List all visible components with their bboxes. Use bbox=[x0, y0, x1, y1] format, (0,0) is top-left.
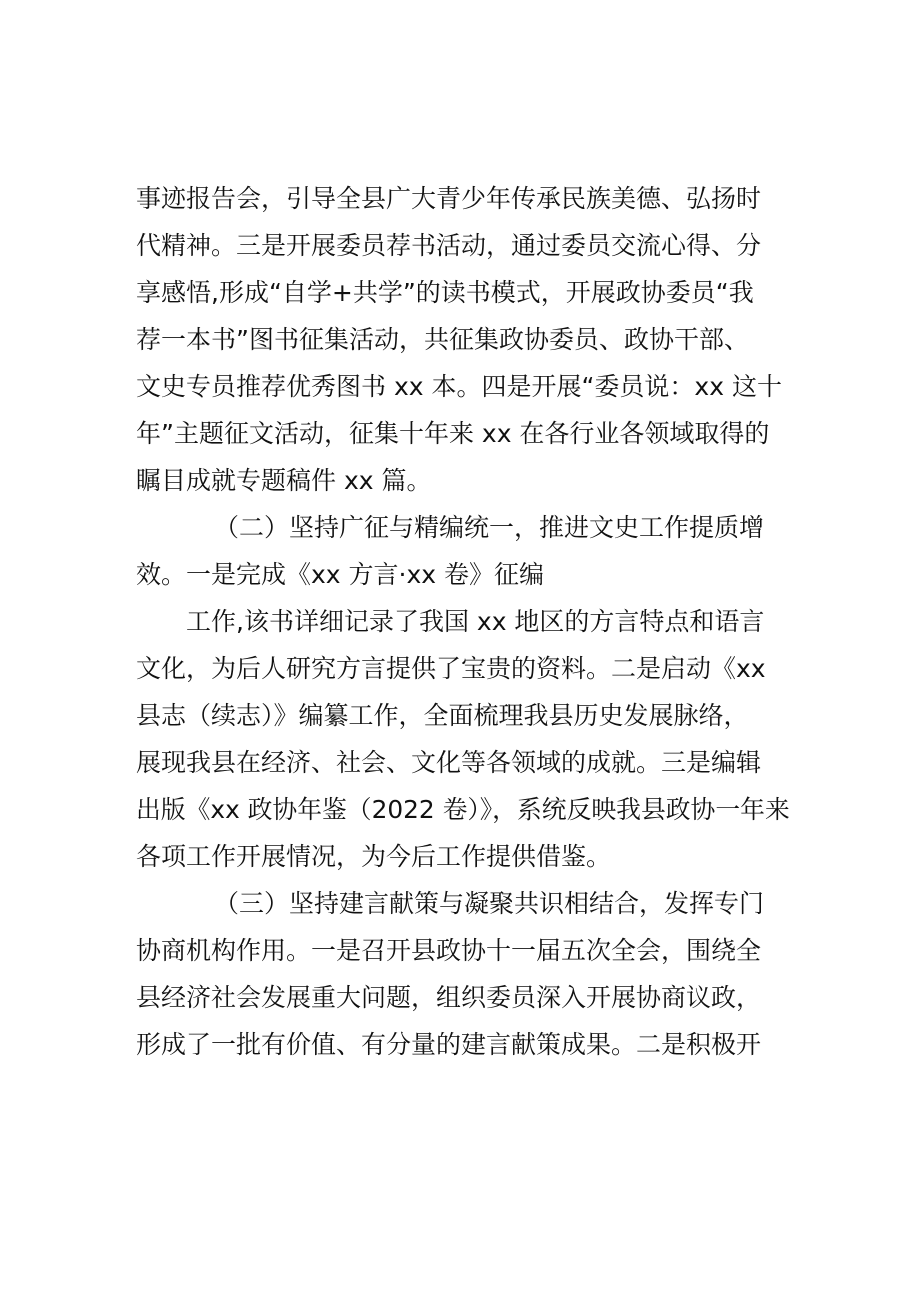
text-line-2: 代精神。三是开展委员荐书活动，通过委员交流心得、分 bbox=[136, 231, 762, 260]
text-line-7: 瞩目成就专题稿件 xx 篇。 bbox=[136, 466, 432, 495]
text-line-4: 荐一本书”图书征集活动，共征集政协委员、政协干部、 bbox=[136, 325, 749, 354]
text-line-6: 年”主题征文活动，征集十年来 xx 在各行业各领域取得的 bbox=[136, 419, 770, 448]
text-line-18: 县经济社会发展重大问题，组织委员深入开展协商议政， bbox=[136, 983, 762, 1012]
text-line-14: 出版《xx 政协年鉴（2022 卷）》，系统反映我县政协一年来 bbox=[136, 795, 790, 824]
text-line-15: 各项工作开展情况，为今后工作提供借鉴。 bbox=[136, 842, 612, 871]
section-heading-3: （三）坚持建言献策与凝聚共识相结合，发挥专门 bbox=[214, 889, 765, 918]
text-line-11: 文化，为后人研究方言提供了宝贵的资料。二是启动《xx bbox=[136, 654, 766, 683]
text-line-5: 文史专员推荐优秀图书 xx 本。四是开展“委员说：xx 这十 bbox=[136, 372, 782, 401]
text-line-9: 效。一是完成《xx 方言·xx 卷》征编 bbox=[136, 560, 545, 589]
text-line-12: 县志（续志）》编纂工作，全面梳理我县历史发展脉络， bbox=[136, 701, 749, 730]
text-line-1: 事迹报告会，引导全县广大青少年传承民族美德、弘扬时 bbox=[136, 184, 762, 213]
section-heading-2: （二）坚持广征与精编统一，推进文史工作提质增 bbox=[214, 513, 765, 542]
text-line-3: 享感悟,形成“自学+共学”的读书模式，开展政协委员“我 bbox=[136, 278, 754, 307]
text-line-19: 形成了一批有价值、有分量的建言献策成果。二是积极开 bbox=[136, 1030, 762, 1059]
text-line-10: 工作,该书详细记录了我国 xx 地区的方言特点和语言 bbox=[186, 607, 765, 636]
text-line-13: 展现我县在经济、社会、文化等各领域的成就。三是编辑 bbox=[136, 748, 762, 777]
text-line-17: 协商机构作用。一是召开县政协十一届五次全会，围绕全 bbox=[136, 936, 762, 965]
